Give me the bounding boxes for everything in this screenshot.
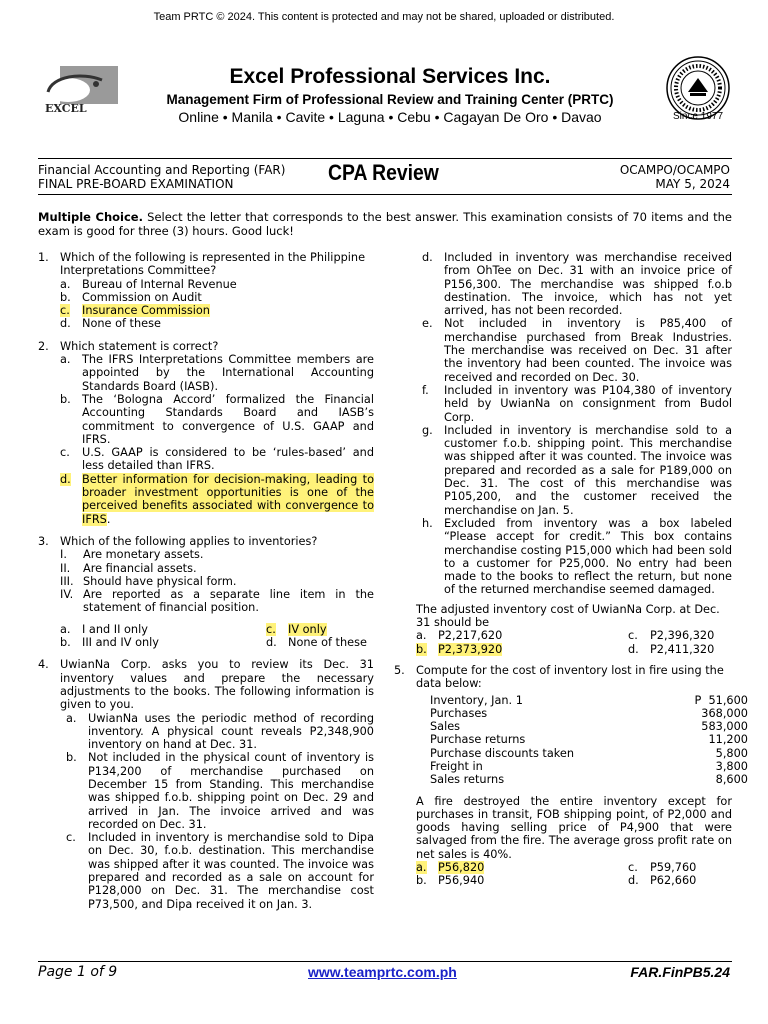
roman-numeral: II. xyxy=(60,561,71,575)
question-1 xyxy=(38,251,374,331)
options-row xyxy=(416,861,732,874)
since-year: Since 1977 xyxy=(672,111,724,122)
question-number: 5. xyxy=(394,663,405,677)
question-text: The adjusted inventory cost of UwianNa Corp. at Dec. 31 should be xyxy=(416,602,720,630)
exam-title: CPA Review xyxy=(328,160,439,185)
option-d[interactable] xyxy=(628,874,696,887)
info-item-a xyxy=(66,712,374,752)
data-table xyxy=(430,694,748,787)
question-5 xyxy=(394,663,748,888)
instructions-text: Select the letter that corresponds to the best answer. This examination consists of 70 items and the exam is good for three (3) hours. Good luck! xyxy=(38,210,732,238)
option-text: IV only xyxy=(288,622,327,636)
row-value: P 51,600 xyxy=(694,693,748,707)
option-text: The IFRS Interpretations Committee members are appointed by the International Accounting Standards Board (IASB). xyxy=(82,353,374,393)
item-letter: a. xyxy=(66,711,77,725)
info-item-e xyxy=(422,317,732,383)
option-period: . xyxy=(106,512,111,526)
option-letter: a. xyxy=(60,353,71,367)
right-column xyxy=(394,251,748,897)
option-a[interactable] xyxy=(416,629,628,642)
options-row xyxy=(60,636,374,649)
option-letter: a. xyxy=(60,622,71,636)
option-a[interactable] xyxy=(60,278,374,291)
option-d-highlighted[interactable] xyxy=(60,473,374,526)
row-value: 3,800 xyxy=(715,759,748,773)
q4-continued xyxy=(394,251,732,597)
option-c[interactable] xyxy=(628,861,696,874)
row-value: 8,600 xyxy=(715,773,748,787)
option-b[interactable] xyxy=(60,636,266,649)
item-text: UwianNa uses the periodic method of recording inventory. A physical count reveals P2,348,900 inventory on hand at Dec. 31. xyxy=(88,711,374,752)
item-text: Not included in inventory is P85,400 of merchandise purchased from Break Industries. The merchandise was received on Dec. 31 after the inventory had been counted. The invoice was received and recorded on Dec. 30. xyxy=(444,317,732,384)
option-letter: d. xyxy=(60,317,71,331)
option-text: III and IV only xyxy=(82,636,159,650)
options-row xyxy=(416,629,732,642)
option-b-highlighted[interactable] xyxy=(416,643,628,656)
option-text: U.S. GAAP is considered to be ‘rules-based’ and less detailed than IFRS. xyxy=(82,446,374,473)
option-text: Bureau of Internal Revenue xyxy=(82,277,237,291)
question-text: Which statement is correct? xyxy=(60,339,219,353)
options-row xyxy=(60,623,374,636)
option-text: P2,411,320 xyxy=(650,642,715,656)
table-row xyxy=(430,694,748,707)
instructions xyxy=(38,210,732,238)
question-number: 3. xyxy=(38,534,49,548)
question-text: Which of the following is represented in the Philippine Interpretations Committee? xyxy=(60,251,366,278)
roman-list xyxy=(38,548,374,614)
item-letter: e. xyxy=(422,317,433,331)
option-letter: b. xyxy=(60,636,71,650)
item-letter: c. xyxy=(66,831,76,845)
option-letter: a. xyxy=(416,629,427,643)
option-letter: c. xyxy=(628,629,638,643)
question-paragraph: A fire destroyed the entire inventory except for purchases in transit, FOB shipping point, of P2,000 and goods having selling price of P4,900 that were salvaged from the fire. The average gross profit rate on net sales is 40%. xyxy=(416,794,732,861)
item-letter: b. xyxy=(66,751,77,765)
row-label: Sales returns xyxy=(430,773,505,787)
roman-item xyxy=(38,548,374,561)
option-text: None of these xyxy=(288,636,367,650)
company-locations: Online • Manila • Cavite • Laguna • Cebu • Cagayan De Oro • Davao xyxy=(178,109,602,125)
option-text: P2,217,620 xyxy=(438,629,503,643)
option-letter: b. xyxy=(60,392,71,406)
roman-item xyxy=(38,588,374,615)
roman-item xyxy=(38,562,374,575)
option-b[interactable] xyxy=(60,393,374,446)
option-text: None of these xyxy=(82,317,161,331)
question-number: 1. xyxy=(38,251,49,264)
option-text: P56,940 xyxy=(438,874,485,888)
option-letter: d. xyxy=(628,642,639,656)
roman-text: Are financial assets. xyxy=(83,561,197,575)
option-letter: c. xyxy=(628,861,638,875)
question-text: UwianNa Corp. asks you to review its Dec. 31 inventory values and prepare the necessary adjustments to the books. The following information is given to you. xyxy=(60,658,374,712)
row-label: Purchases xyxy=(430,706,488,720)
row-label: Purchase discounts taken xyxy=(430,746,575,760)
option-text: P56,820 xyxy=(438,861,485,875)
table-row xyxy=(430,747,748,760)
option-c[interactable] xyxy=(628,629,714,642)
row-label: Purchase returns xyxy=(430,733,526,747)
option-text: Better information for decision-making, leading to broader investment opportunities is one of the perceived benefits associated with convergence to IFRS xyxy=(82,472,374,526)
question-number: 2. xyxy=(38,339,49,353)
option-text: Insurance Commission xyxy=(82,304,210,318)
item-text: Included in inventory was P104,380 of inventory held by UwianNa on consignment from Budol Corp. xyxy=(444,383,732,424)
item-letter: h. xyxy=(422,516,433,530)
exam-date: MAY 5, 2024 xyxy=(655,177,730,191)
page-number: Page 1 of 9 xyxy=(38,964,118,980)
roman-text: Are monetary assets. xyxy=(83,548,204,562)
row-value: 5,800 xyxy=(715,746,748,760)
option-text: Commission on Audit xyxy=(82,290,202,304)
option-a[interactable] xyxy=(60,353,374,393)
option-b[interactable] xyxy=(416,874,628,887)
option-letter: b. xyxy=(416,642,427,656)
question-2 xyxy=(38,340,374,526)
option-text: The ‘Bologna Accord’ formalized the Financial Accounting Standards Board and IASB’s commitment to convergence of U.S. GAAP and IFRS. xyxy=(82,392,374,446)
company-subtitle: Management Firm of Professional Review and Training Center (PRTC) xyxy=(166,92,614,107)
table-row xyxy=(430,760,748,773)
option-letter: d. xyxy=(266,636,277,650)
option-d[interactable] xyxy=(266,636,367,649)
roman-text: Should have physical form. xyxy=(83,574,237,588)
roman-item xyxy=(38,575,374,588)
table-row xyxy=(430,707,748,720)
subject-label: Financial Accounting and Reporting (FAR) xyxy=(38,163,286,177)
q4-question xyxy=(394,603,732,656)
option-letter: a. xyxy=(416,861,427,875)
question-4 xyxy=(38,658,374,911)
option-letter: c. xyxy=(60,446,70,460)
option-text: I and II only xyxy=(82,622,148,636)
option-text: P62,660 xyxy=(650,874,697,888)
roman-numeral: III. xyxy=(60,574,74,588)
table-row xyxy=(430,720,748,733)
instructions-bold: Multiple Choice. xyxy=(38,210,143,224)
option-text: P2,373,920 xyxy=(438,642,503,656)
roman-numeral: IV. xyxy=(60,588,74,602)
options-row xyxy=(416,874,732,887)
item-letter: g. xyxy=(422,423,433,437)
option-letter: b. xyxy=(60,290,71,304)
info-item-d xyxy=(422,251,732,317)
copyright-notice: Team PRTC © 2024. This content is protected and may not be shared, uploaded or distributed. xyxy=(153,11,615,23)
option-a-highlighted[interactable] xyxy=(416,861,628,874)
option-d[interactable] xyxy=(628,643,714,656)
row-value: 583,000 xyxy=(701,720,748,734)
info-item-c xyxy=(66,831,374,911)
question-text: Which of the following applies to inventories? xyxy=(60,534,318,548)
question-text: Compute for the cost of inventory lost in fire using the data below: xyxy=(416,663,724,691)
info-item-f xyxy=(422,384,732,424)
question-3 xyxy=(38,535,374,649)
exam-header-right xyxy=(620,163,730,191)
option-c-highlighted[interactable] xyxy=(60,304,374,317)
option-letter: a. xyxy=(60,277,71,291)
info-item-g xyxy=(422,424,732,517)
exam-label: FINAL PRE-BOARD EXAMINATION xyxy=(38,177,234,191)
row-label: Inventory, Jan. 1 xyxy=(430,693,523,707)
option-c[interactable] xyxy=(60,446,374,473)
company-logo xyxy=(42,66,118,118)
option-letter: c. xyxy=(266,622,276,636)
info-list xyxy=(60,712,374,911)
option-a[interactable] xyxy=(60,623,266,636)
option-letter: d. xyxy=(60,472,71,486)
option-d[interactable] xyxy=(60,317,374,330)
option-letter: c. xyxy=(60,304,70,318)
logo-wordmark: EXCEL xyxy=(45,102,87,115)
item-text: Excluded from inventory was a box labeled “Please accept for credit.” This box contains merchandise costing P15,000 which had been sold to a customer for P25,000. No entry had been made to the books to reflect the return, but none of the returned merchandise seemed damaged. xyxy=(444,516,732,597)
row-label: Sales xyxy=(430,720,461,734)
row-value: 368,000 xyxy=(701,706,748,720)
option-letter: d. xyxy=(628,874,639,888)
table-row xyxy=(430,733,748,746)
item-text: Included in inventory was merchandise received from OhTee on Dec. 31 with an invoice price of P156,300. The merchandise was shipped f.o.b destination. The invoice, which has not yet arrived, has not been recorded. xyxy=(444,251,732,318)
option-b[interactable] xyxy=(60,291,374,304)
row-label: Freight in xyxy=(430,759,483,773)
item-text: Not included in the physical count of inventory is P134,200 of merchandise purchased on December 15 from Standing. This merchandise was shipped f.o.b. shipping point on Dec. 29 and arrived in Jan. The invoice arrived and was recorded on Dec. 31. xyxy=(88,751,374,831)
info-item-b xyxy=(66,751,374,831)
option-text: P59,760 xyxy=(650,861,697,875)
question-number: 4. xyxy=(38,658,49,672)
option-c-highlighted[interactable] xyxy=(266,623,327,636)
roman-numeral: I. xyxy=(60,548,67,562)
document-code: FAR.FinPB5.24 xyxy=(630,964,730,980)
option-text: P2,396,320 xyxy=(650,629,715,643)
header-rule-top xyxy=(38,158,732,159)
item-letter: d. xyxy=(422,251,433,264)
info-item-h xyxy=(422,517,732,597)
footer-rule xyxy=(38,961,732,962)
authors-label: OCAMPO/OCAMPO xyxy=(619,163,730,177)
item-text: Included in inventory is merchandise sold to a customer f.o.b. shipping point. This merchandise was shipped after it was counted. The invoice was prepared and recorded as a sale for P189,000 on Dec. 31. The cost of this merchandise was P105,200, and the customer received the merchandise on Jan. 5. xyxy=(444,423,732,517)
item-letter: f. xyxy=(422,383,429,397)
item-text: Included in inventory is merchandise sold to Dipa on Dec. 30, f.o.b. destination. This merchandise was shipped after it was counted. The invoice was prepared and recorded as a sale on account for P128,000 on Dec. 31. The merchandise cost P73,500, and Dipa received it on Jan. 3. xyxy=(88,831,374,911)
row-value: 11,200 xyxy=(708,733,748,747)
left-column xyxy=(38,251,374,920)
header-rule-bottom xyxy=(38,194,732,195)
roman-text: Are reported as a separate line item in the statement of financial position. xyxy=(83,588,374,615)
table-row xyxy=(430,773,748,786)
company-name: Excel Professional Services Inc. xyxy=(229,65,551,88)
option-letter: b. xyxy=(416,874,427,888)
options-row xyxy=(416,643,732,656)
website-link[interactable]: www.teamprtc.com.ph xyxy=(308,964,457,980)
exam-header-left xyxy=(38,163,285,191)
